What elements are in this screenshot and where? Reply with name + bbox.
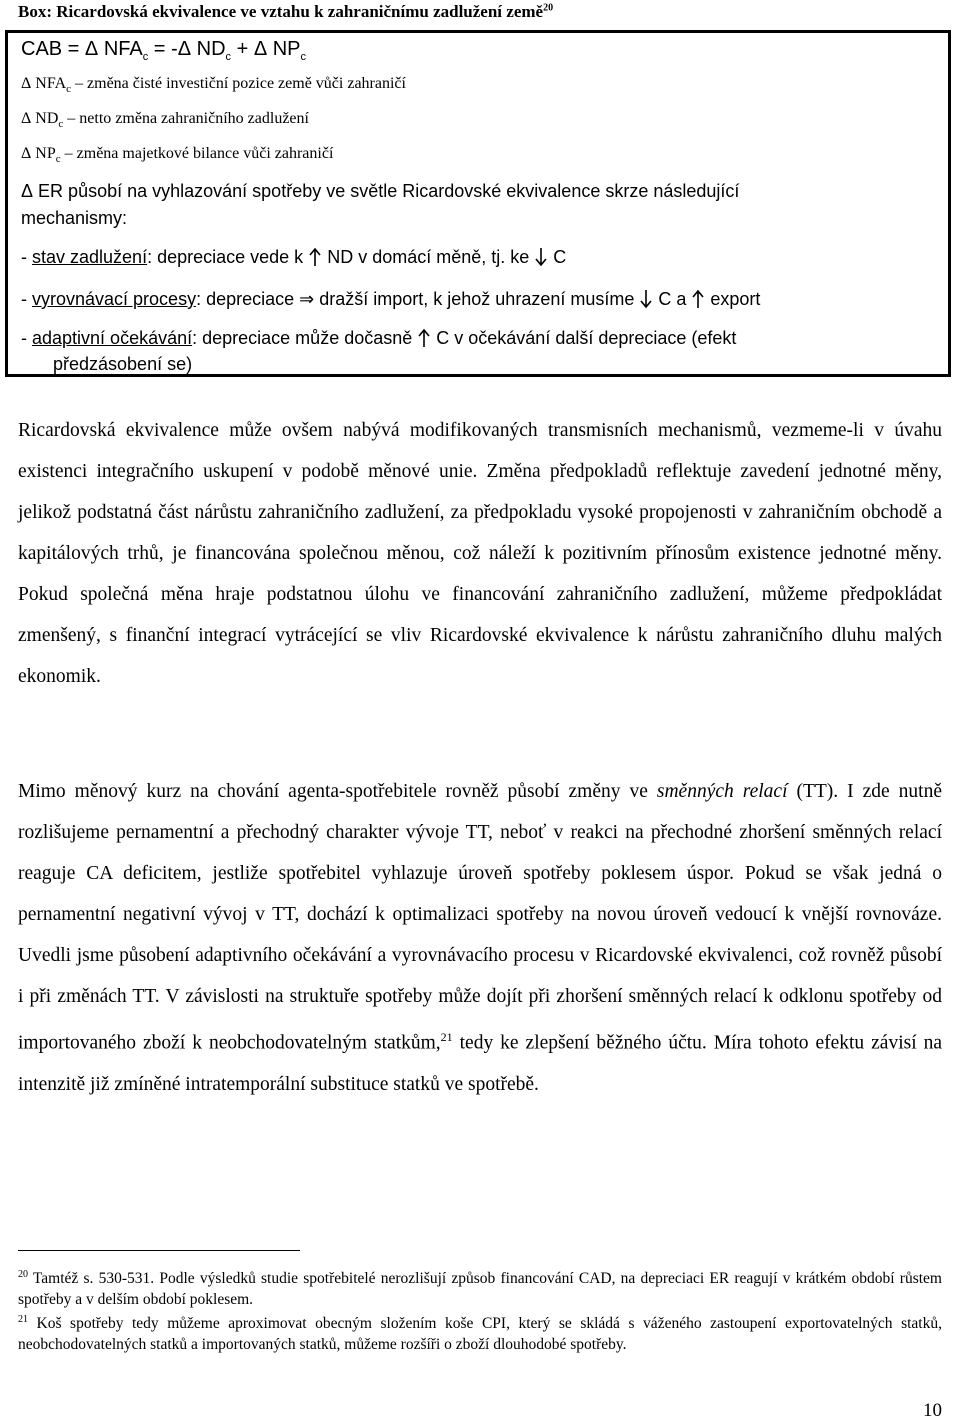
definition-nfa: Δ $NFA_c$ – změna čisté investiční pozice země vůči zahraničí bbox=[21, 75, 406, 96]
arrow-down-icon bbox=[534, 247, 548, 267]
mechanism-adaptive-continuation: předzásobení se) bbox=[53, 354, 193, 374]
footnote-21: $^{21}$ Koš spotřeby tedy můžeme aproximovat obecným složením koše CPI, který se skládá s váženého zastoupení exportovatelných statků, neobchodovatelných statků a importovaných statků, můžeme rozšíři o zboží dlouhodobé spotřeby. bbox=[18, 1314, 942, 1354]
box-title-text: Box: Ricardovská ekvivalence ve vztahu k zahraničnímu zadlužení země bbox=[18, 2, 544, 21]
paragraph-terms-of-trade: Mimo měnový kurz na chování agenta-spotřebitele rovněž působí změny ve směnných relací (TT). I zde nutně rozlišujeme pernamentní a přechodný charakter vývoje TT, neboť v reakci na přechodné zhoršení směnných relací reaguje CA deficitem, jestliže spotřebitel vyhlazuje úroveň spotřeby poklesem úspor. Pokud se však jedná o pernamentní negativní vývoj v TT, dochází k optimalizaci spotřeby na novou úroveň vedoucí k vnější rovnováze. Uvedli jsme působení adaptivního očekávání a vyrovnávacího procesu v Ricardovské ekvivalenci, což rovněž působí i při změnách TT. V závislosti na struktuře spotřeby může dojít při zhoršení směnných relací k odklonu spotřeby od importovaného zboží k neobchodovatelným statkům,$^{21}$ tedy ke zlepšení běžného účtu. Míra tohoto efektu závisí na intenzitě již zmíněné intratemporální substituce statků ve spotřebě. bbox=[18, 781, 943, 1095]
definition-nd: Δ $ND_c$ – netto změna zahraničního zadlužení bbox=[21, 110, 309, 131]
cab-equation: CAB = Δ $NFA_c = -\Delta$ $ND_c + \Delta$ $NP_c$ bbox=[21, 38, 307, 63]
definition-np: Δ $NP_c$ – změna majetkové bilance vůči zahraničí bbox=[21, 145, 334, 166]
footnote-ref-21: 21 bbox=[440, 1030, 453, 1044]
box-title-footnote-ref: 20 bbox=[543, 2, 554, 14]
emphasis-terms-of-trade: směnných relací bbox=[656, 781, 788, 802]
delta-symbol: Δ bbox=[253, 38, 268, 60]
er-intro-continuation: mechanismy: bbox=[21, 208, 128, 228]
mechanism-adaptive-expectations: - adaptivní očekávání: depreciace může dočasně C v očekávání další depreciace (efekt bbox=[21, 328, 737, 348]
arrow-up-icon bbox=[417, 328, 431, 348]
ricardo-box bbox=[5, 30, 951, 377]
footnote-separator bbox=[18, 1250, 300, 1251]
er-intro: Δ ER působí na vyhlazování spotřeby ve světle Ricardovské ekvivalence skrze následující bbox=[21, 181, 740, 201]
arrow-up-icon bbox=[308, 247, 322, 267]
arrow-down-icon bbox=[639, 289, 653, 309]
box-title bbox=[18, 2, 553, 22]
paragraph-monetary-union: Ricardovská ekvivalence může ovšem nabývá modifikovaných transmisních mechanismů, vezmeme-li v úvahu existenci integračního uskupení v podobě měnové unie. Změna předpokladů reflektuje zavedení jednotné měny, jelikož podstatná část nárůstu zahraničního zadlužení, za předpokladu vysoké propojenosti v zahraničním obchodě a kapitálových trhů, je financována společnou měnou, což náleží k pozitivním přínosům existence jednotné měny. Pokud společná měna hraje podstatnou úlohu ve financování zahraničního zadlužení, můžeme předpokládat zmenšený, s finanční integrací vytrácející se vliv Ricardovské ekvivalence k nárůstu zahraničního dluhu malých ekonomik. bbox=[18, 420, 942, 687]
implies-icon: ⇒ bbox=[299, 289, 315, 309]
delta-symbol: Δ bbox=[84, 38, 99, 60]
page-number: 10 bbox=[923, 1400, 942, 1421]
mechanism-balancing: - vyrovnávací procesy: depreciace ⇒ dražší import, k jehož uhrazení musíme C a export bbox=[21, 289, 761, 309]
mechanism-debt-state: - stav zadlužení: depreciace vede k ND v domácí měně, tj. ke C bbox=[21, 247, 567, 267]
arrow-up-icon bbox=[691, 289, 705, 309]
footnote-20: $^{20}$ Tamtéž s. 530-531. Podle výsledků studie spotřebitelé nerozlišují způsob financování CAD, na depreciaci ER reagují v krátkém období růstem spotřeby a v delším období poklesem. bbox=[18, 1269, 942, 1309]
delta-symbol: Δ bbox=[177, 38, 192, 60]
